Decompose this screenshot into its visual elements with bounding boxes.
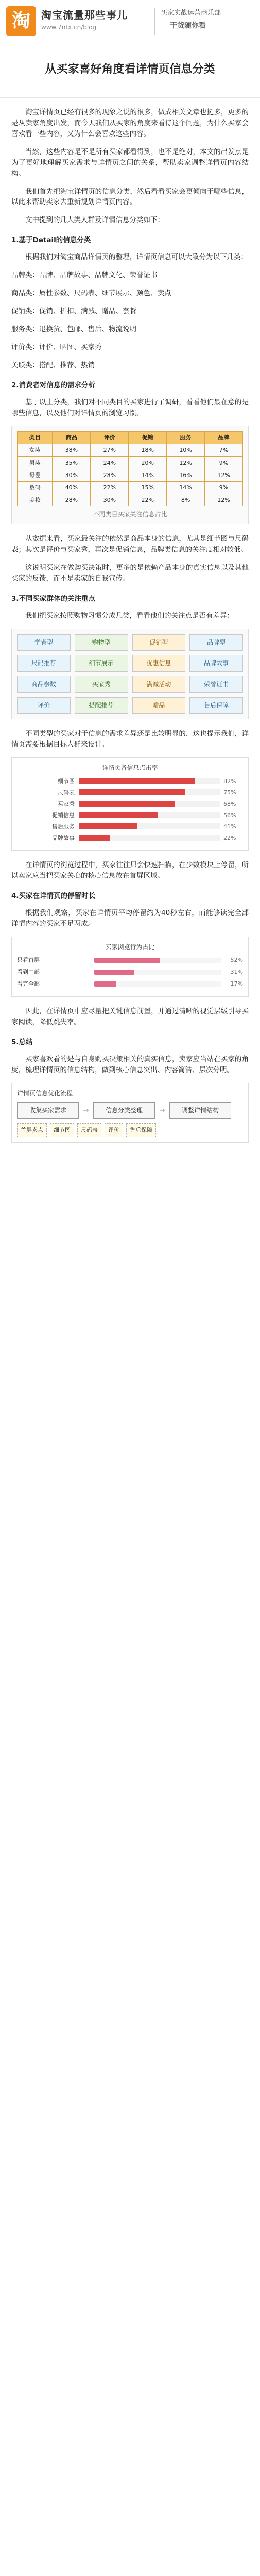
- table-header: 促销: [129, 432, 167, 444]
- table-header: 评价: [91, 432, 129, 444]
- bar-value: 41%: [223, 823, 236, 830]
- brand-url[interactable]: www.7ntx.cn/blog: [41, 24, 97, 31]
- paragraph: 买家喜欢看的是与自身购买决策相关的真实信息，卖家应当站在买家的角度，梳理详情页的信息结构，做到核心信息突出、内容简洁、层次分明。: [11, 1055, 249, 1074]
- bar-fill: [79, 823, 137, 829]
- paragraph: 我们首先把淘宝详情页的信息分类，然后看看买家会更倾向于哪些信息，以此来帮助卖家去重新规划详情页内容。: [11, 187, 249, 207]
- bar-fill: [79, 835, 110, 841]
- bar-fill: [79, 778, 195, 784]
- buyer-type-chip: 买家秀: [75, 676, 128, 693]
- paragraph: 根据我们对淘宝商品详情页的整理，详情页信息可以大致分为以下几类：: [25, 253, 248, 262]
- bar-label: 售后服务: [52, 823, 75, 830]
- table-cell: 12%: [167, 456, 205, 469]
- flow-step: 售后保障: [126, 1123, 156, 1137]
- site-header: [0, 0, 260, 98]
- bar-track: [79, 789, 220, 795]
- buyer-type-chip: 搭配推荐: [75, 697, 128, 714]
- buyer-type-chip: 满减活动: [132, 676, 186, 693]
- table-header: 服务: [167, 432, 205, 444]
- section-heading: 5.总结: [11, 1038, 33, 1047]
- bar-row: [17, 777, 243, 786]
- paragraph: 文中提到的几大类人群及详情信息分类如下：: [25, 216, 164, 225]
- table-cell: 14%: [129, 469, 167, 481]
- figure-table: [11, 426, 249, 524]
- flow-step: 细节图: [50, 1123, 74, 1137]
- table-cell: 28%: [91, 469, 129, 481]
- hbar-rows: [17, 956, 243, 988]
- browse-behavior-chart: [11, 937, 249, 997]
- buyer-type-chip: 评价: [17, 697, 71, 714]
- buyer-type-chip: 赠品: [132, 697, 186, 714]
- table-cell: 数码: [18, 481, 53, 494]
- table-cell: 22%: [129, 494, 167, 506]
- optimization-flow: [11, 1083, 249, 1143]
- table-cell: 22%: [91, 481, 129, 494]
- table-cell: 18%: [129, 444, 167, 456]
- hbar-value: 31%: [230, 969, 243, 976]
- hbar-row: [17, 968, 243, 976]
- bar-value: 75%: [223, 789, 236, 796]
- hbar-label: 看完全部: [17, 980, 40, 988]
- table-cell: 美妆: [18, 494, 53, 506]
- section-heading: 2.消费者对信息的需求分析: [11, 381, 96, 389]
- hbar-fill: [94, 958, 160, 963]
- table-cell: 15%: [129, 481, 167, 494]
- flow-row: [17, 1102, 243, 1119]
- flow-step-c: 调整详情结构: [169, 1102, 231, 1119]
- table-cell: 30%: [53, 469, 91, 481]
- bar-row: [17, 811, 243, 820]
- bar-track: [79, 801, 220, 807]
- table-cell: 12%: [205, 469, 243, 481]
- bar-label: 尺码表: [58, 789, 75, 796]
- buyer-type-chip: 细节展示: [75, 655, 128, 672]
- buyer-type-chip: 荣誉证书: [189, 676, 243, 693]
- bar-value: 82%: [223, 777, 236, 785]
- chart-title: 买家浏览行为占比: [105, 943, 155, 951]
- bar-fill: [79, 789, 185, 795]
- table-cell: 16%: [167, 469, 205, 481]
- table-cell: 9%: [205, 481, 243, 494]
- list-item: 促销类：促销、折扣、满减、赠品、套餐: [11, 307, 136, 315]
- buyer-type-chip: 促销型: [132, 634, 186, 651]
- bar-track: [79, 812, 220, 818]
- table-cell: 12%: [205, 494, 243, 506]
- bar-value: 56%: [223, 811, 236, 819]
- paragraph: 我们把买家按照购物习惯分成几类，看看他们的关注点是否有差异：: [25, 611, 234, 620]
- section-heading: 4.买家在详情页的停留时长: [11, 891, 96, 900]
- table-cell: 40%: [53, 481, 91, 494]
- bar-row: [17, 788, 243, 797]
- section-heading: 3.不同买家群体的关注重点: [11, 595, 96, 603]
- table-cell: 30%: [91, 494, 129, 506]
- arrow-right-icon: →: [83, 1106, 89, 1115]
- bar-track: [79, 835, 220, 841]
- bar-fill: [79, 801, 175, 807]
- click-rate-chart: [11, 757, 249, 851]
- paragraph: 因此，在详情页中应尽量把关键信息前置，并通过清晰的视觉层级引导买家阅读，降低跳失率。: [11, 1007, 249, 1027]
- bar-value: 22%: [223, 834, 236, 841]
- paragraph: 淘宝详情页已经有很多的现象之说的很多，做成相关文章也挺多，更多的是从卖家角度出发，而今天我们从买家的角度来看待这个问题，为什么买家会喜欢看一些内容，又为什么会喜欢这些内容。: [11, 108, 249, 138]
- table-cell: 28%: [53, 494, 91, 506]
- chart-bars: [17, 777, 243, 842]
- table-header: 类目: [18, 432, 53, 444]
- arrow-right-icon: →: [159, 1106, 165, 1115]
- flow-step: 首屏卖点: [17, 1123, 47, 1137]
- slogan: 买家实战运营商乐部: [161, 9, 221, 17]
- table-cell: 男装: [18, 456, 53, 469]
- flow-step: 尺码表: [77, 1123, 101, 1137]
- bar-fill: [79, 812, 158, 818]
- paragraph: 当然，这些内容是不是所有买家都看得到，也不是绝对，本文的出发点是为了更好地理解买家需求与详情页之间的关系，帮助卖家调整详情页内容结构。: [11, 147, 249, 178]
- bar-label: 品牌故事: [52, 834, 75, 841]
- hbar-track: [94, 958, 221, 963]
- list-item: 商品类：属性参数、尺码表、细节展示、颜色、卖点: [11, 289, 171, 298]
- bar-value: 68%: [223, 800, 236, 807]
- flow-step-a: 收集买家需求: [17, 1102, 79, 1119]
- flow-step-b: 信息分类整理: [93, 1102, 155, 1119]
- buyer-type-chip: 购物型: [75, 634, 128, 651]
- article-content: [11, 98, 249, 1143]
- paragraph: 基于以上分类，我们对不同类目的买家进行了调研，看看他们最在意的是哪些信息，以及他们对详情页的浏览习惯。: [11, 398, 249, 417]
- table-cell: 38%: [53, 444, 91, 456]
- table-header: 品牌: [205, 432, 243, 444]
- hbar-row: [17, 979, 243, 988]
- table-cell: 27%: [91, 444, 129, 456]
- paragraph: 不同类型的买家对于信息的需求差异还是比较明显的，这也提示我们，详情页需要根据目标人群来设计。: [11, 730, 249, 749]
- buyer-type-chip: 尺码推荐: [17, 655, 71, 672]
- info-category-list: [11, 270, 249, 371]
- figure-caption: 不同类目买家关注信息占比: [93, 510, 167, 518]
- bar-track: [79, 823, 220, 829]
- site-logo[interactable]: 淘: [6, 6, 36, 36]
- bar-row: [17, 822, 243, 831]
- paragraph: 根据我们观察，买家在详情页平均停留约为40秒左右，而能够读完全部详情内容的买家不足两成。: [11, 908, 249, 928]
- hbar-row: [17, 956, 243, 964]
- bar-label: 促销信息: [52, 811, 75, 819]
- table-cell: 14%: [167, 481, 205, 494]
- hbar-value: 52%: [230, 957, 243, 964]
- buyer-type-chip: 学者型: [17, 634, 71, 651]
- flow-step: 评价: [105, 1123, 123, 1137]
- data-table: [17, 431, 243, 506]
- hbar-fill: [94, 981, 116, 987]
- paragraph: 从数据来看，买家最关注的依然是商品本身的信息，尤其是细节图与尺码表；其次是评价与买家秀，再次是促销信息，品牌类信息的关注度相对较低。: [11, 535, 249, 554]
- flow-steps: [17, 1123, 243, 1137]
- buyer-type-chip: 商品参数: [17, 676, 71, 693]
- table-header: 商品: [53, 432, 91, 444]
- hbar-track: [94, 970, 221, 975]
- hbar-track: [94, 981, 221, 987]
- list-item: 评价类：评价、晒图、买家秀: [11, 343, 102, 351]
- table-cell: 母婴: [18, 469, 53, 481]
- buyer-type-chip: 品牌型: [189, 634, 243, 651]
- hbar-label: 看到中部: [17, 969, 40, 976]
- chart-title: 详情页各信息点击率: [102, 764, 158, 772]
- hbar-value: 17%: [230, 980, 243, 988]
- header-divider: [154, 8, 155, 35]
- buyer-type-grid: [11, 629, 249, 719]
- brand-name: 淘宝流量那些事儿: [41, 9, 128, 21]
- buyer-type-chip: 品牌故事: [189, 655, 243, 672]
- hbar-label: 只看首屏: [17, 957, 40, 964]
- table-cell: 20%: [129, 456, 167, 469]
- bar-label: 买家秀: [58, 800, 75, 807]
- flow-title: 详情页信息优化流程: [17, 1089, 73, 1097]
- paragraph: 在详情页的浏览过程中，买家往往只会快速扫描，在少数模块上停留，所以卖家应当把买家关心的核心信息放在首屏区域。: [11, 860, 249, 880]
- section-heading: 1.基于Detail的信息分类: [11, 236, 91, 245]
- slogan-secondary: 干货随你看: [170, 22, 206, 30]
- bar-label: 细节图: [58, 777, 75, 785]
- table-cell: 10%: [167, 444, 205, 456]
- list-item: 服务类：退换货、包邮、售后、物流说明: [11, 325, 136, 333]
- bar-row: [17, 834, 243, 842]
- paragraph: 这说明买家在做购买决策时，更多的是依赖产品本身的真实信息以及其他买家的反馈，而不是卖家的自我宣传。: [11, 564, 249, 583]
- list-item: 品牌类：品牌、品牌故事、品牌文化、荣誉证书: [11, 271, 158, 280]
- buyer-type-chip: 优惠信息: [132, 655, 186, 672]
- table-cell: 24%: [91, 456, 129, 469]
- table-cell: 7%: [205, 444, 243, 456]
- table-cell: 女装: [18, 444, 53, 456]
- article-title: 从买家喜好角度看详情页信息分类: [45, 63, 215, 76]
- hbar-fill: [94, 970, 134, 975]
- bar-row: [17, 800, 243, 808]
- list-item: 关联类：搭配、推荐、热销: [11, 361, 95, 369]
- buyer-type-chip: 售后保障: [189, 697, 243, 714]
- chip-grid: [17, 634, 243, 714]
- table-cell: 9%: [205, 456, 243, 469]
- table-cell: 8%: [167, 494, 205, 506]
- bar-track: [79, 778, 220, 784]
- table-cell: 35%: [53, 456, 91, 469]
